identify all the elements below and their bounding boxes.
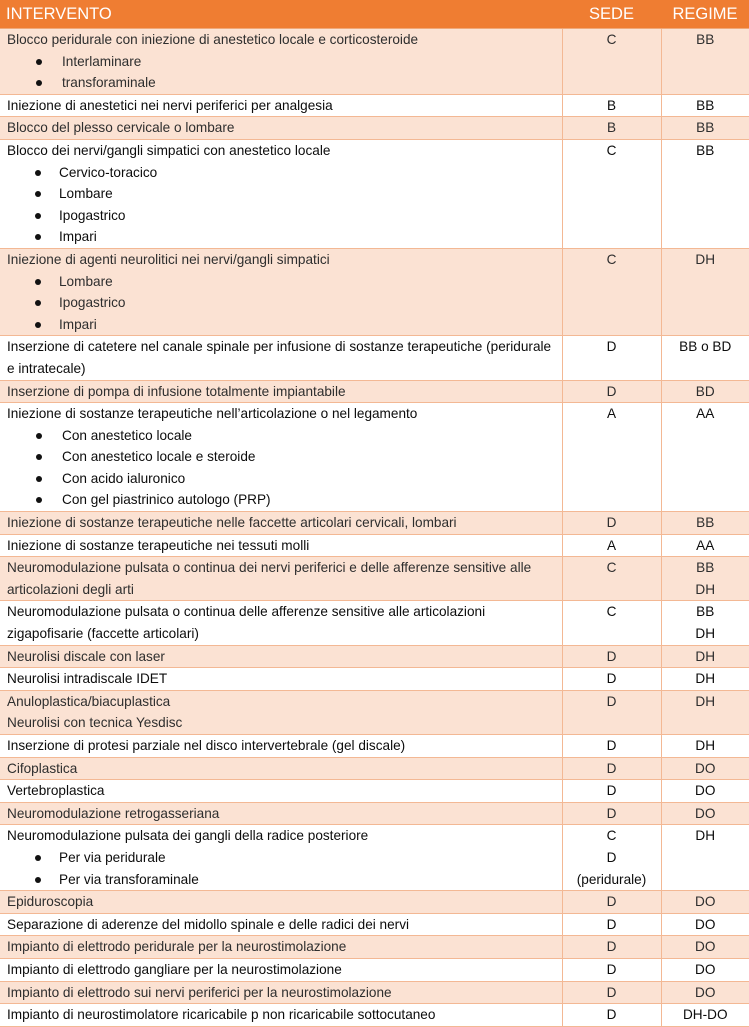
procedure-title: Inserzione di catetere nel canale spinale per infusione di sostanze terapeutiche (peridurale e intratecale) xyxy=(7,336,562,379)
sede-value: D xyxy=(563,780,661,802)
procedure-title: Blocco peridurale con iniezione di anestetico locale e corticosteroide xyxy=(7,29,562,51)
regime-value: DH-DO xyxy=(662,1004,749,1026)
procedure-title: Blocco dei nervi/gangli simpatici con anestetico locale xyxy=(7,140,562,162)
intervento-cell xyxy=(0,891,562,914)
regime-cell xyxy=(661,117,749,140)
sede-value: A xyxy=(563,535,661,557)
regime-cell xyxy=(661,29,749,95)
regime-value: DO xyxy=(662,959,749,981)
regime-cell xyxy=(661,668,749,691)
procedure-title: Impianto di elettrodo gangliare per la neurostimolazione xyxy=(7,959,562,981)
intervento-cell xyxy=(0,645,562,668)
regime-value: DH xyxy=(662,623,749,645)
regime-value: BB xyxy=(662,29,749,51)
sede-value: B xyxy=(563,95,661,117)
regime-cell xyxy=(661,757,749,780)
bullet-item: Impari xyxy=(7,226,562,248)
table-header-row xyxy=(0,0,749,29)
intervento-cell xyxy=(0,94,562,117)
sede-value: D xyxy=(563,668,661,690)
bullet-list xyxy=(7,162,562,248)
bullet-item: Con anestetico locale e steroide xyxy=(7,446,562,468)
bullet-list xyxy=(7,847,562,890)
regime-cell xyxy=(661,802,749,825)
procedure-title: Inserzione di protesi parziale nel disco intervertebrale (gel discale) xyxy=(7,735,562,757)
sede-cell xyxy=(562,958,661,981)
sede-value: D xyxy=(563,1004,661,1026)
regime-value: DH xyxy=(662,691,749,713)
sede-value: C xyxy=(563,557,661,579)
table-row xyxy=(0,117,749,140)
procedure-title: Blocco del plesso cervicale o lombare xyxy=(7,117,562,139)
procedure-title: Neurolisi intradiscale IDET xyxy=(7,668,562,690)
bullet-list xyxy=(7,425,562,511)
regime-value: DH xyxy=(662,646,749,668)
sede-value: C xyxy=(563,601,661,623)
regime-value: BB xyxy=(662,557,749,579)
intervento-cell xyxy=(0,601,562,645)
sede-cell xyxy=(562,757,661,780)
intervento-cell xyxy=(0,1004,562,1027)
regime-cell xyxy=(661,645,749,668)
bullet-list xyxy=(7,271,562,336)
intervento-cell xyxy=(0,248,562,335)
sede-value: C xyxy=(563,29,661,51)
table-row xyxy=(0,690,749,734)
intervento-cell xyxy=(0,403,562,512)
sede-cell xyxy=(562,668,661,691)
sede-cell xyxy=(562,117,661,140)
table-row xyxy=(0,1004,749,1027)
intervento-cell xyxy=(0,512,562,535)
sede-cell xyxy=(562,380,661,403)
procedure-title: Cifoplastica xyxy=(7,758,562,780)
bullet-item: Con anestetico locale xyxy=(7,425,562,447)
intervento-cell xyxy=(0,380,562,403)
header-regime: REGIME xyxy=(661,0,749,29)
procedure-title: Inserzione di pompa di infusione totalmente impiantabile xyxy=(7,381,562,403)
sede-cell xyxy=(562,139,661,248)
procedure-title: Neuromodulazione pulsata o continua dei nervi periferici e delle afferenze sensitive alle articolazioni degli arti xyxy=(7,557,562,600)
sede-value: D xyxy=(563,847,661,869)
sede-cell xyxy=(562,601,661,645)
regime-cell xyxy=(661,248,749,335)
regime-value: DH xyxy=(662,735,749,757)
sede-value: D xyxy=(563,959,661,981)
procedure-title: Iniezione di sostanze terapeutiche nei tessuti molli xyxy=(7,535,562,557)
bullet-item: Cervico-toracico xyxy=(7,162,562,184)
regime-value: DO xyxy=(662,891,749,913)
intervento-cell xyxy=(0,735,562,758)
regime-cell xyxy=(661,139,749,248)
table-row xyxy=(0,645,749,668)
table-row xyxy=(0,601,749,645)
table-row xyxy=(0,668,749,691)
regime-cell xyxy=(661,601,749,645)
regime-cell xyxy=(661,958,749,981)
regime-value: DO xyxy=(662,982,749,1004)
sede-cell xyxy=(562,512,661,535)
bullet-item: Con acido ialuronico xyxy=(7,468,562,490)
table-row xyxy=(0,802,749,825)
procedure-title: Iniezione di sostanze terapeutiche nell’articolazione o nel legamento xyxy=(7,403,562,425)
sede-value: C xyxy=(563,825,661,847)
table-row xyxy=(0,29,749,95)
sede-cell xyxy=(562,534,661,557)
sede-cell xyxy=(562,981,661,1004)
sede-value: D xyxy=(563,336,661,358)
regime-cell xyxy=(661,512,749,535)
regime-value: DH xyxy=(662,249,749,271)
sede-value: D xyxy=(563,758,661,780)
sede-value: B xyxy=(563,117,661,139)
regime-cell xyxy=(661,913,749,936)
intervento-cell xyxy=(0,668,562,691)
intervento-cell xyxy=(0,780,562,803)
procedure-title: Neurolisi discale con laser xyxy=(7,646,562,668)
procedure-title: Iniezione di anestetici nei nervi periferici per analgesia xyxy=(7,95,562,117)
procedure-title: Impianto di neurostimolatore ricaricabile p non ricaricabile sottocutaneo xyxy=(7,1004,562,1026)
regime-cell xyxy=(661,336,749,380)
sede-value: D xyxy=(563,936,661,958)
bullet-item: Per via transforaminale xyxy=(7,869,562,891)
sede-value: (peridurale) xyxy=(563,869,661,891)
procedure-title: Impianto di elettrodo sui nervi periferici per la neurostimolazione xyxy=(7,982,562,1004)
table-row xyxy=(0,380,749,403)
intervento-cell xyxy=(0,690,562,734)
sede-cell xyxy=(562,735,661,758)
sede-cell xyxy=(562,94,661,117)
procedure-title: Neuromodulazione pulsata dei gangli della radice posteriore xyxy=(7,825,562,847)
intervento-cell xyxy=(0,825,562,891)
sede-value: D xyxy=(563,381,661,403)
regime-cell xyxy=(661,94,749,117)
intervento-cell xyxy=(0,757,562,780)
procedure-title: Anuloplastica/biacuplastica xyxy=(7,691,562,713)
sede-cell xyxy=(562,1004,661,1027)
regime-cell xyxy=(661,936,749,959)
sede-value: D xyxy=(563,982,661,1004)
sede-value: D xyxy=(563,735,661,757)
sede-cell xyxy=(562,403,661,512)
bullet-item: Lombare xyxy=(7,271,562,293)
regime-value: DO xyxy=(662,803,749,825)
intervento-cell xyxy=(0,29,562,95)
table-row xyxy=(0,958,749,981)
regime-cell xyxy=(661,403,749,512)
sede-value: C xyxy=(563,249,661,271)
table-row xyxy=(0,780,749,803)
regime-cell xyxy=(661,780,749,803)
sede-cell xyxy=(562,248,661,335)
regime-value: DH xyxy=(662,825,749,847)
header-intervento: INTERVENTO xyxy=(0,0,562,29)
sede-value: D xyxy=(563,512,661,534)
procedure-title: Neuromodulazione pulsata o continua delle afferenze sensitive alle articolazioni zigapofisarie (faccette articolari) xyxy=(7,601,562,644)
procedure-subtitle: Neurolisi con tecnica Yesdisc xyxy=(7,712,562,734)
sede-cell xyxy=(562,825,661,891)
regime-cell xyxy=(661,891,749,914)
regime-value: DO xyxy=(662,936,749,958)
bullet-list xyxy=(7,51,562,94)
table-row xyxy=(0,981,749,1004)
procedure-title: Iniezione di sostanze terapeutiche nelle faccette articolari cervicali, lombari xyxy=(7,512,562,534)
regime-value: DH xyxy=(662,668,749,690)
regime-value: BB xyxy=(662,512,749,534)
table-row xyxy=(0,757,749,780)
intervento-cell xyxy=(0,936,562,959)
table-row xyxy=(0,403,749,512)
regime-value: DH xyxy=(662,579,749,601)
sede-cell xyxy=(562,936,661,959)
regime-value: AA xyxy=(662,535,749,557)
table-row xyxy=(0,512,749,535)
regime-cell xyxy=(661,557,749,601)
sede-value: D xyxy=(563,691,661,713)
bullet-item: Impari xyxy=(7,314,562,336)
sede-value: D xyxy=(563,914,661,936)
regime-cell xyxy=(661,690,749,734)
sede-value: D xyxy=(563,891,661,913)
procedure-title: Neuromodulazione retrogasseriana xyxy=(7,803,562,825)
regime-value: DO xyxy=(662,780,749,802)
sede-value: C xyxy=(563,140,661,162)
sede-cell xyxy=(562,336,661,380)
table-row xyxy=(0,248,749,335)
regime-cell xyxy=(661,735,749,758)
table-row xyxy=(0,936,749,959)
table-row xyxy=(0,534,749,557)
regime-cell xyxy=(661,380,749,403)
sede-cell xyxy=(562,690,661,734)
bullet-item: Ipogastrico xyxy=(7,292,562,314)
sede-cell xyxy=(562,913,661,936)
procedure-title: Vertebroplastica xyxy=(7,780,562,802)
regime-value: AA xyxy=(662,403,749,425)
intervento-cell xyxy=(0,802,562,825)
intervento-cell xyxy=(0,557,562,601)
intervento-cell xyxy=(0,981,562,1004)
regime-cell xyxy=(661,981,749,1004)
sede-value: A xyxy=(563,403,661,425)
intervento-cell xyxy=(0,534,562,557)
bullet-item: Con gel piastrinico autologo (PRP) xyxy=(7,489,562,511)
sede-value: D xyxy=(563,803,661,825)
sede-cell xyxy=(562,891,661,914)
intervento-cell xyxy=(0,913,562,936)
sede-value: D xyxy=(563,646,661,668)
procedure-title: Impianto di elettrodo peridurale per la neurostimolazione xyxy=(7,936,562,958)
regime-cell xyxy=(661,1004,749,1027)
sede-cell xyxy=(562,780,661,803)
regime-value: BB o BD xyxy=(662,336,749,358)
header-sede: SEDE xyxy=(562,0,661,29)
procedure-title: Epiduroscopia xyxy=(7,891,562,913)
bullet-item: Lombare xyxy=(7,183,562,205)
regime-cell xyxy=(661,534,749,557)
table-row xyxy=(0,336,749,380)
bullet-item: Interlaminare xyxy=(7,51,562,73)
procedure-title: Separazione di aderenze del midollo spinale e delle radici dei nervi xyxy=(7,914,562,936)
regime-cell xyxy=(661,825,749,891)
bullet-item: transforaminale xyxy=(7,72,562,94)
table-row xyxy=(0,825,749,891)
regime-value: BB xyxy=(662,117,749,139)
intervento-cell xyxy=(0,117,562,140)
regime-value: BB xyxy=(662,601,749,623)
intervento-cell xyxy=(0,958,562,981)
table-row xyxy=(0,913,749,936)
intervento-cell xyxy=(0,139,562,248)
regime-value: BB xyxy=(662,140,749,162)
sede-cell xyxy=(562,802,661,825)
bullet-item: Per via peridurale xyxy=(7,847,562,869)
intervento-cell xyxy=(0,336,562,380)
sede-cell xyxy=(562,29,661,95)
regime-value: BB xyxy=(662,95,749,117)
table-row xyxy=(0,735,749,758)
table-row xyxy=(0,557,749,601)
table-body xyxy=(0,29,749,1027)
bullet-item: Ipogastrico xyxy=(7,205,562,227)
table-row xyxy=(0,94,749,117)
sede-cell xyxy=(562,645,661,668)
regime-value: BD xyxy=(662,381,749,403)
table-row xyxy=(0,139,749,248)
regime-value: DO xyxy=(662,758,749,780)
sede-cell xyxy=(562,557,661,601)
regime-value: DO xyxy=(662,914,749,936)
table-row xyxy=(0,891,749,914)
procedure-title: Iniezione di agenti neurolitici nei nervi/gangli simpatici xyxy=(7,249,562,271)
